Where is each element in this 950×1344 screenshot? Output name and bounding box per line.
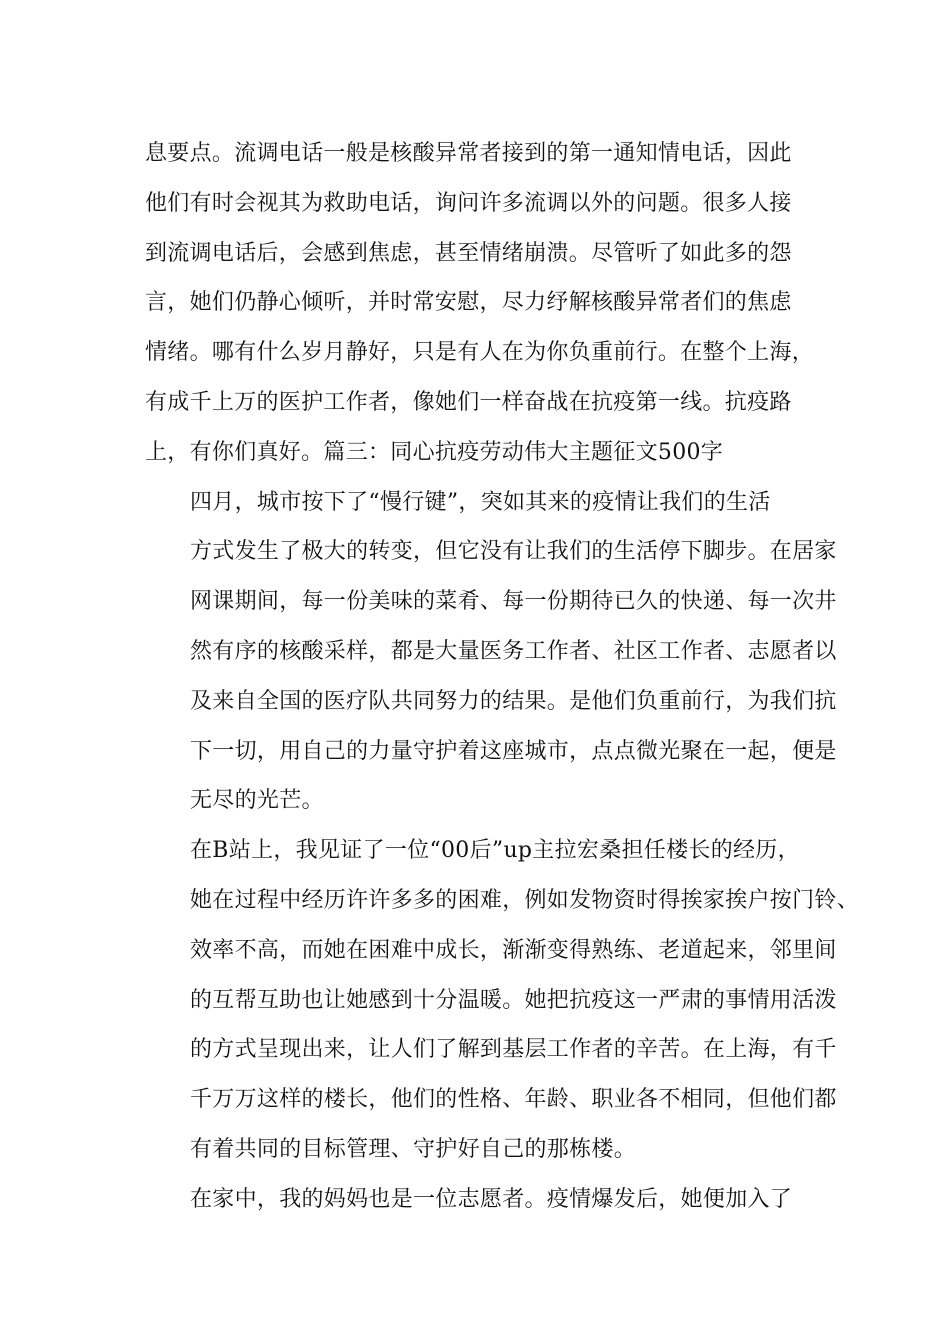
text-line: 无尽的光芒。 — [190, 788, 324, 814]
text-line: 在家中，我的妈妈也是一位志愿者。疫情爆发后，她便加入了 — [190, 1186, 793, 1212]
text-line: 息要点。流调电话一般是核酸异常者接到的第一通知情电话，因此 — [145, 141, 792, 166]
text-line: 然有序的核酸采样，都是大量医务工作者、社区工作者、志愿者以 — [190, 638, 837, 664]
text-line: 的互帮互助也让她感到十分温暖。她把抗疫这一严肃的事情用活泼 — [190, 987, 837, 1013]
paragraph — [145, 826, 860, 1175]
text-line: 有成千上万的医护工作者，像她们一样奋战在抗疫第一线。抗疫路 — [145, 389, 792, 415]
paragraph — [145, 1175, 812, 1225]
text-line: 言，她们仍静心倾听，并时常安慰，尽力纾解核酸异常者们的焦虑 — [145, 290, 792, 316]
text-line: 效率不高，而她在困难中成长，渐渐变得熟练、老道起来，邻里间 — [190, 937, 837, 963]
text-line: 上，有你们真好。篇三：同心抗疫劳动伟大主题征文500字 — [145, 439, 724, 465]
text-line: 在B站上，我见证了一位“00后”up主拉宏桑担任楼长的经历， — [190, 838, 800, 864]
text-line: 方式发生了极大的转变，但它没有让我们的生活停下脚步。在居家 — [190, 539, 837, 565]
paragraph — [145, 478, 837, 827]
text-line: 她在过程中经历许许多多的困难，例如发物资时得挨家挨户按门铃、 — [190, 887, 860, 913]
document-body — [145, 129, 860, 1225]
text-line: 他们有时会视其为救助电话，询问许多流调以外的问题。很多人接 — [145, 190, 792, 216]
text-line: 有着共同的目标管理、守护好自己的那栋楼。 — [190, 1136, 637, 1162]
text-line: 网课期间，每一份美味的菜肴、每一份期待已久的快递、每一次井 — [190, 589, 837, 615]
paragraph — [145, 129, 815, 478]
text-line: 下一切，用自己的力量守护着这座城市，点点微光聚在一起，便是 — [190, 738, 837, 764]
text-line: 情绪。哪有什么岁月静好，只是有人在为你负重前行。在整个上海， — [145, 340, 815, 366]
text-line: 四月，城市按下了“慢行键”，突如其来的疫情让我们的生活 — [190, 489, 771, 515]
text-line: 到流调电话后，会感到焦虑，甚至情绪崩溃。尽管听了如此多的怨 — [145, 240, 792, 266]
text-line: 的方式呈现出来，让人们了解到基层工作者的辛苦。在上海，有千 — [190, 1037, 837, 1063]
text-line: 千万万这样的楼长，他们的性格、年龄、职业各不相同，但他们都 — [190, 1087, 837, 1113]
text-line: 及来自全国的医疗队共同努力的结果。是他们负重前行，为我们抗 — [190, 688, 837, 714]
